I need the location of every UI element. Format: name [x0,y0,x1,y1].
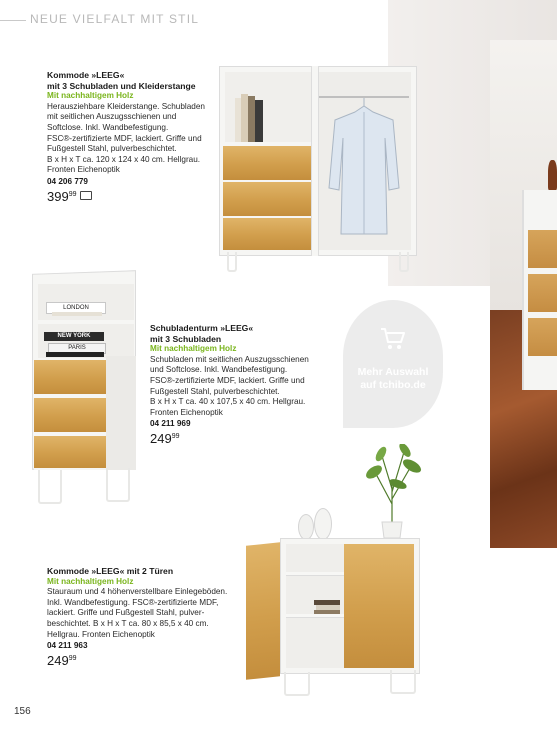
product-kommode-tueren[interactable] [47,566,247,666]
product-subname: mit 3 Schubladen und Kleiderstange [47,80,196,91]
drawer-front [223,182,311,218]
product-description-line: Softclose. Inkl. Wandbefestigung. [47,122,169,132]
product-description-line: beschichtet. B x H x T ca. 80 x 85,5 x 40 cm. [47,618,209,628]
product-name: Kommode »LEEG« mit 2 Türen [47,566,174,576]
product-description-line: Fußgestell Stahl, pulverbeschichtet. [47,144,177,154]
product-name: Schubladenturm »LEEG« [150,323,254,333]
badge-line-1: Mehr Auswahl [357,366,429,378]
header-rule [0,20,26,21]
cart-icon [379,324,407,352]
online-shop-badge[interactable] [343,300,443,428]
shirt-image [327,98,401,236]
book-london: LONDON [46,302,106,314]
delivery-truck-icon [80,191,92,200]
product-image-schubladenturm [30,272,140,508]
product-schubladenturm[interactable] [150,323,340,445]
room-photo [490,40,557,548]
sustainability-tag: Mit nachhaltigem Holz [47,91,134,101]
price: $249^{99}$ [150,430,180,446]
book-newyork: NEW YORK [44,332,104,341]
product-image-kommode-tueren [244,444,428,700]
product-description-line: B x H x T ca. 120 x 124 x 40 cm. Hellgrau. [47,154,201,164]
door-right [344,544,414,668]
product-description-line: Stauraum und 4 höhenverstellbare Einlegeböden. [47,587,228,597]
product-description-line: und Softclose. Inkl. Wandbefestigung. [150,365,288,375]
book-paris: PARIS [48,343,106,354]
product-name: Kommode »LEEG« [47,70,125,80]
product-subname: mit 3 Schubladen [150,333,222,344]
drawer-front [223,218,311,252]
product-image-kommode-kleiderstange [219,66,417,272]
product-description-line: Fronten Eichenoptik [150,407,223,417]
drawer-front [34,398,106,434]
product-description-line: Herausziehbare Kleiderstange. Schubladen [47,101,205,111]
books-image [314,600,340,614]
cabinet-photo [522,190,557,390]
door-left [246,542,280,680]
plant-image [362,444,422,538]
product-description-line: lackiert. Griffe und Fußgestell Stahl, pulver- [47,608,205,618]
product-description-line: Fronten Eichenoptik [47,165,120,175]
product-kommode-kleiderstange[interactable] [47,70,225,202]
vase-image [296,508,336,538]
books-image [44,302,108,358]
sustainability-tag: Mit nachhaltigem Holz [150,344,237,354]
badge-line-2: auf tchibo.de [360,379,426,391]
price: $249^{99}$ [47,652,77,668]
product-description-line: Fußgestell Stahl, pulverbeschichtet. [150,386,280,396]
product-description-line: Hellgrau. Fronten Eichenoptik [47,629,155,639]
article-number: 04 211 969 [150,419,191,429]
drawer-front [34,360,106,396]
article-number: 04 206 779 [47,176,88,186]
product-description-line: Inkl. Wandbefestigung. FSC®-zertifizierte MDF, [47,597,219,607]
drawer-front [223,146,311,182]
vase-image [548,160,557,190]
product-description-line: FSC®-zertifizierte MDF, lackiert. Griffe und [47,133,202,143]
product-description-line: mit seitlichen Auszugsschienen und [47,112,177,122]
product-description-line: Schubladen mit seitlichen Auszugsschienen [150,354,309,364]
page-number: 156 [14,706,31,717]
article-number: 04 211 963 [47,641,88,651]
sustainability-tag: Mit nachhaltigem Holz [47,576,134,586]
price: $399^{99}$ [47,190,225,203]
product-description-line: B x H x T ca. 40 x 107,5 x 40 cm. Hellgrau. [150,397,306,407]
product-description-line: FSC®-zertifizierte MDF, lackiert. Griffe und [150,375,305,385]
drawer-front [34,436,106,470]
header-title: NEUE VIELFALT MIT STIL [30,12,200,26]
books-image [235,94,263,142]
